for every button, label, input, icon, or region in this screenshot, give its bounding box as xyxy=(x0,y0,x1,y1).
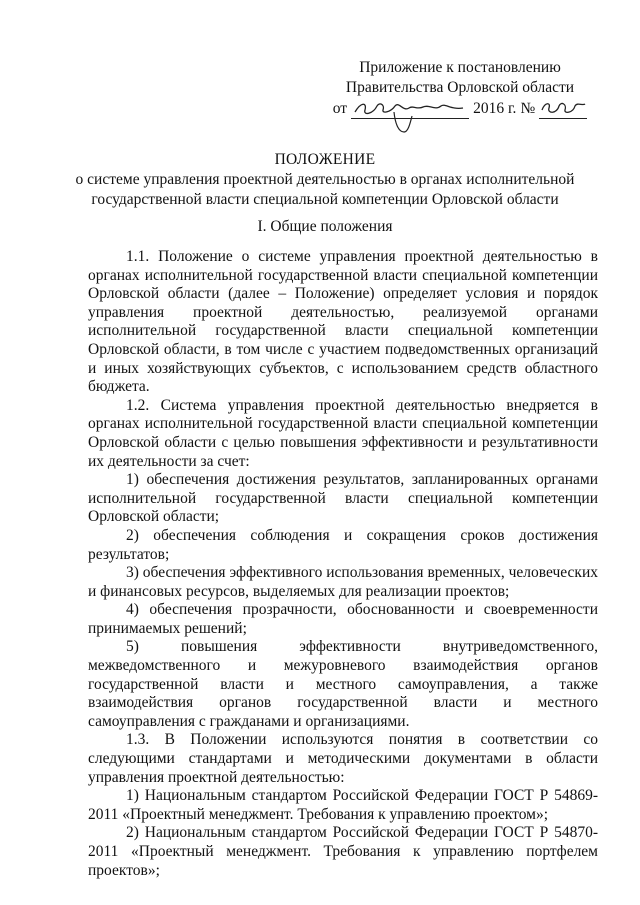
document-title-block xyxy=(60,150,590,210)
number-sign: № xyxy=(520,100,536,117)
handwritten-number-signature xyxy=(539,98,587,119)
section-heading: I. Общие положения xyxy=(257,218,393,235)
appendix-header xyxy=(310,58,610,119)
handwritten-checkmark xyxy=(392,110,414,136)
paragraph-1-1: 1.1. Положение о системе управления проектной деятельностью в органах исполнительной государственной власти специальной компетенции Орловской области (далее – Положение) определяет условия и порядок управления проектной деятельностью, реализуемой органами исполнительной государственной власти специальной компетенции Орловской области, в том числе с участием подведомственных организаций и иных хозяйствующих субъектов, с использованием средств областного бюджета. xyxy=(88,248,598,396)
standard-item-2: 2) Национальным стандартом Российской Федерации ГОСТ Р 54870-2011 «Проектный менеджмент. Требования к управлению портфелем проектов»; xyxy=(88,824,598,879)
appendix-line-1: Приложение к постановлению xyxy=(359,59,561,76)
document-body xyxy=(88,248,598,880)
standard-item-1: 1) Национальным стандартом Российской Федерации ГОСТ Р 54869-2011 «Проектный менеджмент. Требования к управлению проектом»; xyxy=(88,787,598,823)
year-label: 2016 г. xyxy=(473,100,517,117)
list-item-3: 3) обеспечения эффективного использования временных, человеческих и финансовых ресурсов, выделяемых для реализации проектов; xyxy=(88,564,598,600)
list-item-4: 4) обеспечения прозрачности, обоснованности и своевременности принимаемых решений; xyxy=(88,601,598,637)
paragraph-1-3: 1.3. В Положении используются понятия в соответствии со следующими стандартами и методическими документами в области управления проектной деятельностью: xyxy=(88,731,598,786)
document-title: ПОЛОЖЕНИЕ xyxy=(274,151,376,168)
appendix-line-2: Правительства Орловской области xyxy=(345,79,575,96)
list-item-1: 1) обеспечения достижения результатов, запланированных органами исполнительной государственной власти специальной компетенции Орловской области; xyxy=(88,471,598,526)
document-subtitle-line-1: о системе управления проектной деятельностью в органах исполнительной xyxy=(75,171,575,188)
list-item-2: 2) обеспечения соблюдения и сокращения сроков достижения результатов; xyxy=(88,526,598,563)
list-item-5: 5) повышения эффективности внутриведомственного, межведомственного и межуровневого взаимодействия органов государственной власти и местного самоуправления, а также взаимодействия органов государственной власти и местного самоуправления с гражданами и организациями. xyxy=(88,638,598,730)
date-prefix: от xyxy=(332,100,348,117)
document-subtitle-line-2: государственной власти специальной компетенции Орловской области xyxy=(91,191,559,208)
date-number-line xyxy=(310,98,610,119)
paragraph-1-2: 1.2. Система управления проектной деятельностью внедряется в органах исполнительной государственной власти специальной компетенции Орловской области с целью повышения эффективности и результативности их деятельности за счет: xyxy=(88,396,598,470)
